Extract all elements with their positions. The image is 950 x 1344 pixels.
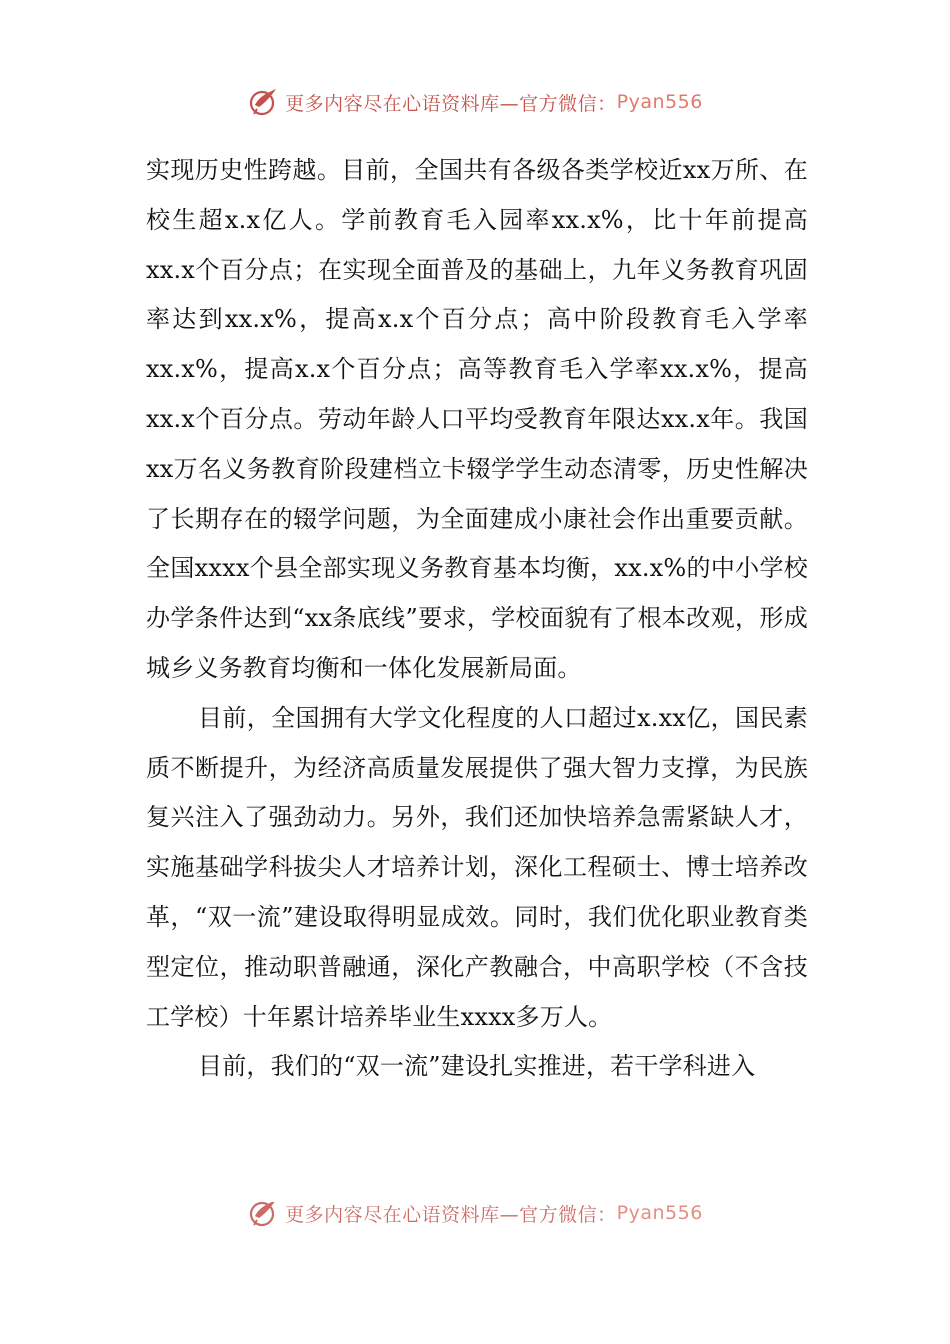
quill-logo-icon [247,1202,281,1228]
paragraph-2: 目前，全国拥有大学文化程度的人口超过x.xx亿，国民素质不断提升，为经济高质量发展提供了强大智力支撑，为民族复兴注入了强劲动力。另外，我们还加快培养急需紧缺人才，实施基础学科拔尖人才培养计划，深化工程硕士、博士培养改革，“双一流”建设取得明显成效。同时，我们优化职业教育类型定位，推动职普融通，深化产教融合，中高职学校（不含技工学校）十年累计培养毕业生xxxx多万人。 [146,703,808,1031]
wechat-id: Pyan556 [616,91,703,113]
footer-watermark-banner [0,1202,950,1228]
banner-text: 更多内容尽在心语资料库—官方微信： [285,92,617,115]
paragraph-1: 实现历史性跨越。目前，全国共有各级各类学校近xx万所、在校生超x.x亿人。学前教育毛入园率xx.x%，比十年前提高xx.x个百分点；在实现全面普及的基础上，九年义务教育巩固率达到xx.x%，提高x.x个百分点；高中阶段教育毛入学率xx.x%，提高x.x个百分点；高等教育毛入学率xx.x%，提高xx.x个百分点。劳动年龄人口平均受教育年限达xx.x年。我国xx万名义务教育阶段建档立卡辍学学生动态清零，历史性解决了长期存在的辍学问题，为全面建成小康社会作出重要贡献。全国xxxx个县全部实现义务教育基本均衡，xx.x%的中小学校办学条件达到“xx条底线”要求，学校面貌有了根本改观，形成城乡义务教育均衡和一体化发展新局面。 [146,156,808,682]
document-body [146,146,808,1092]
banner-text: 更多内容尽在心语资料库—官方微信： [285,1203,617,1226]
quill-logo-icon [247,85,281,119]
header-watermark-banner [0,82,950,122]
paragraph-3: 目前，我们的“双一流”建设扎实推进，若干学科进入 [198,1052,756,1081]
wechat-id: Pyan556 [616,1202,703,1224]
